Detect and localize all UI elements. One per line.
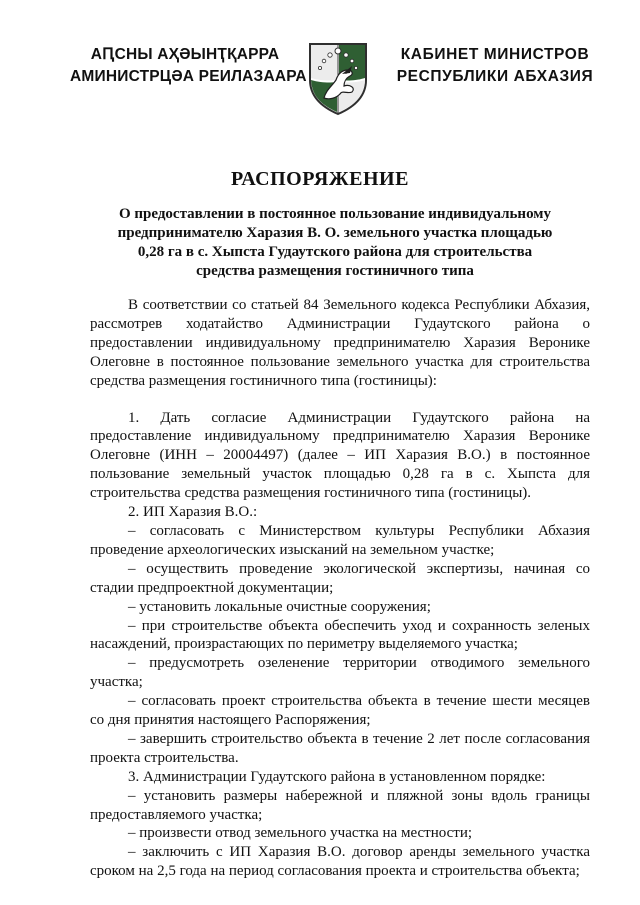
- header-left-line-1: АԤСНЫ АҲӘЫНҬҚАРРА: [90, 46, 280, 63]
- header-russian-title: [385, 44, 605, 88]
- clause-2-item: – предусмотреть озеленение территории отводимого земельного участка;: [90, 655, 590, 691]
- header-abkhaz-title: [70, 44, 307, 88]
- header-right-line-1: КАБИНЕТ МИНИСТРОВ: [400, 46, 590, 63]
- clause-3-item: – заключить с ИП Харазия В.О. договор аренды земельного участка сроком на 2,5 года на период согласования проекта и строительства объекта;: [90, 844, 590, 880]
- abkhazia-coat-of-arms-icon: [306, 40, 370, 116]
- clause-1-paragraph: 1. Дать согласие Администрации Гудаутского района на предоставление индивидуальному предпринимателю Харазия Веронике Олеговне (ИНН – 20004497) (далее – ИП Харазия В.О.) в постоянное пользование земельный участок площадью 0,28 га в с. Хыпста для строительства средства размещения гостиничного типа (гостиницы).: [90, 409, 590, 502]
- clause-2-item: – завершить строительство объекта в течение 2 лет после согласования проекта строительства.: [90, 730, 590, 766]
- document-header: [0, 40, 640, 115]
- subject-line: предпринимателю Харазия В. О. земельного участка площадью: [117, 225, 553, 241]
- clause-3-item: – установить размеры набережной и пляжной зоны вдоль границы предоставляемого участка;: [90, 787, 590, 823]
- document-body: [90, 296, 590, 881]
- subject-line: средства размещения гостиничного типа: [196, 263, 474, 279]
- document-type-title: РАСПОРЯЖЕНИЕ: [231, 168, 409, 190]
- subject-line: О предоставлении в постоянное пользование индивидуальному: [118, 206, 551, 222]
- clause-3-heading: 3. Администрации Гудаутского района в установленном порядке:: [128, 768, 546, 785]
- clause-2-item: – согласовать с Министерством культуры Республики Абхазия проведение археологических изысканий на земельном участке;: [90, 522, 590, 558]
- clause-2-heading: 2. ИП Харазия В.О.:: [128, 504, 258, 521]
- clause-2-item: – осуществить проведение экологической экспертизы, начиная со стадии предпроектной документации;: [90, 560, 590, 596]
- header-left-line-2: АМИНИСТРЦӘА РЕИЛАЗААРА: [70, 68, 307, 85]
- clause-2-item: – установить локальные очистные сооружения;: [128, 598, 431, 615]
- document-subject: [100, 205, 570, 281]
- clause-2-item: – согласовать проект строительства объекта в течение шести месяцев со дня принятия настоящего Распоряжения;: [90, 693, 590, 729]
- header-right-line-2: РЕСПУБЛИКИ АБХАЗИЯ: [396, 68, 594, 85]
- preamble-paragraph: В соответствии со статьей 84 Земельного кодекса Республики Абхазия, рассмотрев ходатайство Администрации Гудаутского района о предоставлении индивидуальному предпринимателю Харазия Веронике Олеговне в постоянное пользование земельного участка для строительства средства размещения гостиничного типа (гостиницы):: [90, 297, 590, 389]
- clause-2-item: – при строительстве объекта обеспечить уход и сохранность зеленых насаждений, произрастающих по периметру выделяемого участка;: [90, 617, 590, 653]
- clause-3-item: – произвести отвод земельного участка на местности;: [128, 825, 473, 842]
- subject-line: 0,28 га в с. Хыпста Гудаутского района для строительства: [137, 244, 533, 260]
